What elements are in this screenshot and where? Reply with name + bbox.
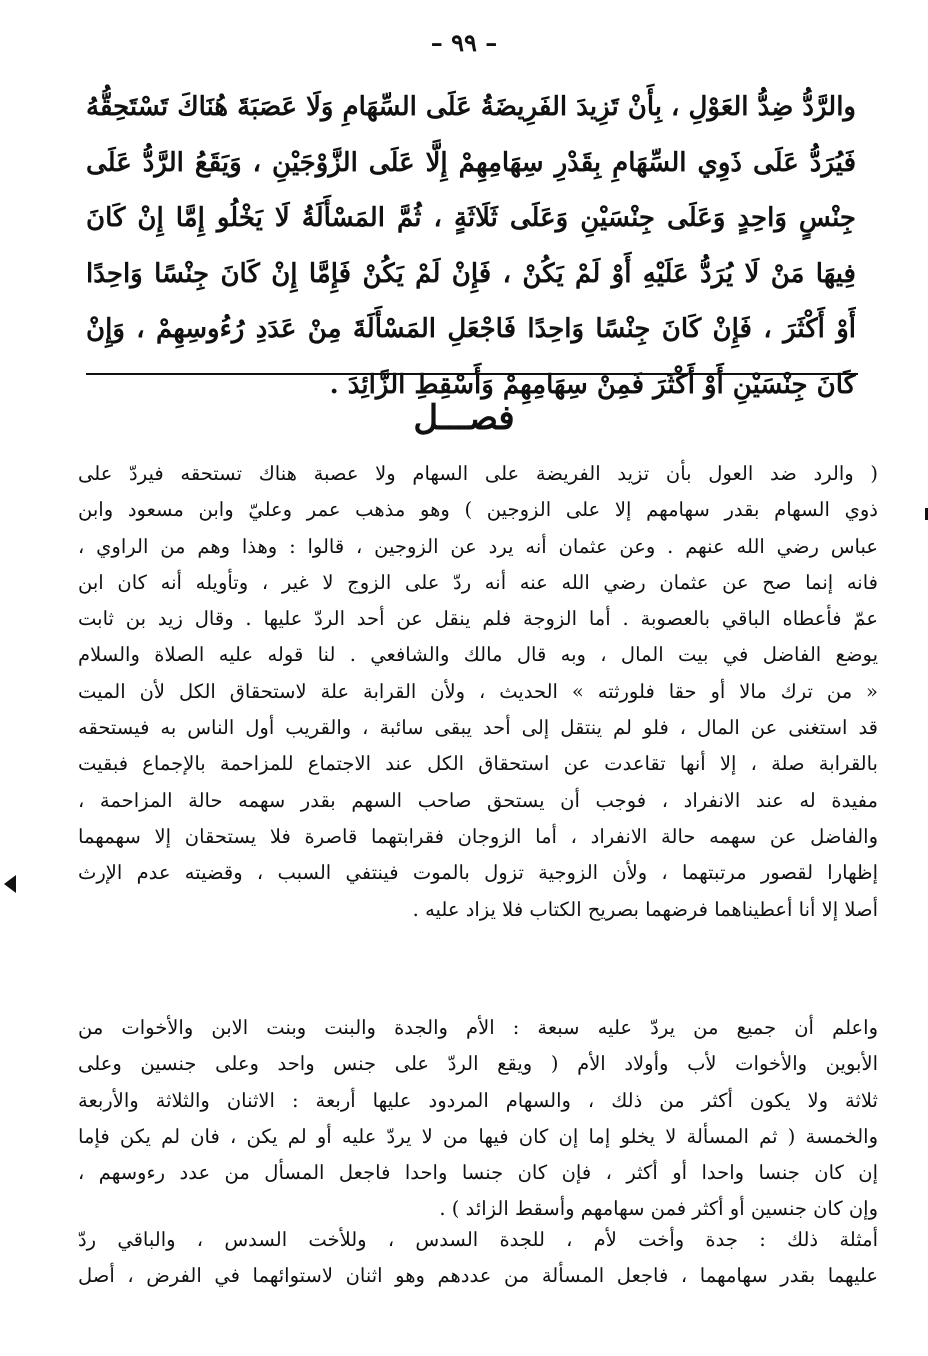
page-number: – ٩٩ – xyxy=(430,28,498,57)
commentary-line: مفيدة له عند الانفراد ، فوجب أن يستحق صاحب السهم بقدر سهمه حالة المزاحمة ، xyxy=(78,788,878,812)
commentary-line: وإن كان جنسين أو أكثر فمن سهامهم وأسقط الزائد ) . xyxy=(439,1197,878,1221)
commentary-line: الأبوين والأخوات لأب وأولاد الأم ( ويقع الردّ على جنس واحد وعلى جنسين وعلى xyxy=(78,1052,878,1076)
commentary-block-3 xyxy=(78,1222,878,1295)
commentary-line: عليهما بقدر سهامهما ، فاجعل المسألة من عددهم وهو اثنان لاستوائهما في الفرض ، أصل xyxy=(78,1264,878,1288)
commentary-line: فانه إنما صح عن عثمان رضي الله عنه أنه ردّ على الزوج لا غير ، وتأويله أنه كان ابن xyxy=(78,570,878,594)
commentary-block-2 xyxy=(78,1010,878,1228)
commentary-line: والخمسة ( ثم المسألة لا يخلو إما إن كان فيها من لا يردّ عليه أو لم يكن ، فان لم يكن فإما xyxy=(78,1124,878,1148)
margin-arrow-icon xyxy=(4,875,16,893)
commentary-line: « من ترك مالا أو حقا فلورثته » الحديث ، ولأن القرابة علة لاستحقاق الكل لأن الميت xyxy=(78,679,878,703)
matn-line: كَانَ جِنْسَيْنِ أَوْ أَكْثَرَ فَمِنْ سِهَامِهِمْ وَأَسْقِطِ الزَّائِدَ . xyxy=(329,369,856,400)
commentary-line: ثلاثة ولا يكون أكثر من ذلك ، والسهام المردود عليها أربعة : الاثنان والثلاثة والأربعة xyxy=(78,1088,878,1112)
commentary-line: ذوي السهام بقدر سهامهم إلا على الزوجين ) وهو مذهب عمر وعليّ وابن مسعود وابن xyxy=(78,498,878,522)
matn-line: أَوْ أَكْثَرَ ، فَإِنْ كَانَ جِنْسًا وَاحِدًا فَاجْعَلِ المَسْأَلَةَ مِنْ عَدَدِ رُءُوسِهِمْ ، وَإِنْ xyxy=(86,314,856,344)
section-heading: فصـــل xyxy=(413,398,515,438)
commentary-line: عمّ فأعطاه الباقي بالعصوبة . أما الزوجة فلم ينقل عن أحد الردّ عليها . وقال زيد بن ثابت xyxy=(78,607,878,631)
commentary-line: إظهارا لقصور مرتبتهما ، ولأن الزوجية تزول بالموت فينتفي السبب ، وقضيته عدم الإرث xyxy=(78,861,878,885)
commentary-block-1 xyxy=(78,456,878,928)
commentary-line: بالقرابة صلة ، إلا أنها تقاعدت عن استحقاق الكل عند الاجتماع للمزاحمة بالإجماع فبقيت xyxy=(78,752,878,776)
commentary-line: عباس رضي الله عنهم . وعن عثمان أنه يرد عن الزوجين ، قالوا : وهذا وهم من الراوي ، xyxy=(78,534,878,558)
commentary-line: أمثلة ذلك : جدة وأخت لأم ، للجدة السدس ، وللأخت السدس ، والباقي ردّ xyxy=(78,1228,878,1251)
commentary-line: ( والرد ضد العول بأن تزيد الفريضة على السهام ولا عصبة هناك تستحقه فيردّ على xyxy=(78,462,878,485)
commentary-line: إن كان جنسا واحدا أو أكثر ، فإن كان جنسا واحدا فاجعل المسأل من عدد رءوسهم ، xyxy=(78,1161,878,1185)
matn-line: فَيُرَدُّ عَلَى ذَوِي السِّهَامِ بِقَدْرِ سِهَامِهِمْ إِلَّا عَلَى الزَّوْجَيْنِ ، وَيَقَعُ الرَّدُّ عَلَى xyxy=(86,147,856,178)
commentary-line: واعلم أن جميع من يردّ عليه سبعة : الأم والجدة والبنت وبنت الابن والأخوات من xyxy=(78,1016,878,1039)
matn-line: والرَّدُّ ضِدُّ العَوْلِ ، بِأَنْ تَزِيدَ الفَرِيضَةُ عَلَى السِّهَامِ وَلَا عَصَبَةَ هُنَاكَ تَسْتَحِقُّهُ xyxy=(86,92,856,122)
commentary-line: يوضع الفاضل في بيت المال ، وبه قال مالك والشافعي . لنا قوله عليه الصلاة والسلام xyxy=(78,643,878,667)
section-divider xyxy=(86,373,858,375)
commentary-line: أصلا إلا أنا أعطيناهما فرضهما بصريح الكتاب فلا يزاد عليه . xyxy=(412,897,878,921)
matn-line: فِيهَا مَنْ لَا يُرَدُّ عَلَيْهِ أَوْ لَمْ يَكُنْ ، فَإِنْ لَمْ يَكُنْ فَإِمَّا إِنْ كَانَ جِنْسًا وَاحِدًا xyxy=(86,258,856,289)
commentary-line: قد استغنى عن المال ، فلو لم ينتقل إلى أحد يبقى سائبة ، والقريب أول الناس به فيستحقه xyxy=(78,716,878,740)
commentary-line: والفاضل عن سهمه حالة الانفراد ، أما الزوجان فقرابتهما قاصرة فلا يستحقان إلا سهمهما xyxy=(78,824,878,848)
matn-line: جِنْسٍ وَاحِدٍ وَعَلَى جِنْسَيْنِ وَعَلَى ثَلَاثَةٍ ، ثُمَّ المَسْأَلَةُ لَا يَخْلُو إِمَّا إِنْ كَانَ xyxy=(86,203,856,233)
matn-text xyxy=(86,80,856,413)
